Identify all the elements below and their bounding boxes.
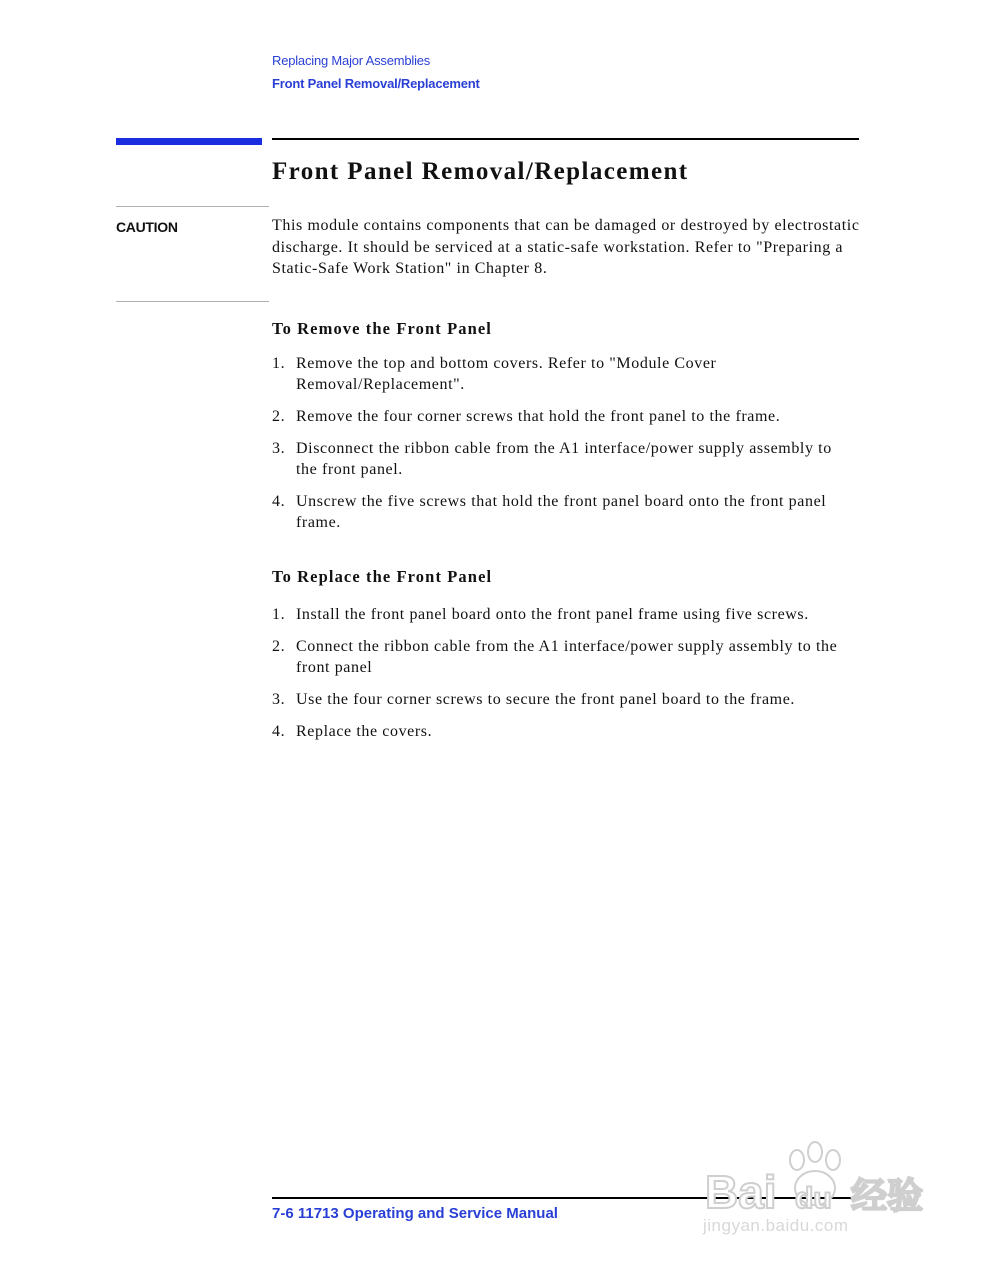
step-text: Replace the covers. [296,723,433,740]
step-number: 4. [272,493,286,510]
list-item [272,604,852,625]
title-rule [272,138,859,140]
step-text: Use the four corner screws to secure the front panel board to the frame. [296,691,796,708]
step-number: 1. [272,355,286,372]
step-text: Remove the four corner screws that hold the front panel to the frame. [296,408,781,425]
remove-steps-list [272,353,852,544]
running-head-subsection: Front Panel Removal/Replacement [272,76,480,91]
step-text: Connect the ribbon cable from the A1 interface/power supply assembly to the front panel [296,638,838,676]
list-item [272,721,852,742]
section-accent-bar [116,138,262,145]
list-item [272,636,852,678]
step-text: Disconnect the ribbon cable from the A1 interface/power supply assembly to the front panel. [296,440,832,478]
watermark-brand2: du [795,1182,832,1215]
remove-heading: To Remove the Front Panel [272,319,492,338]
replace-heading: To Replace the Front Panel [272,567,493,586]
step-number: 2. [272,408,286,425]
step-number: 3. [272,440,286,457]
step-text: Remove the top and bottom covers. Refer to "Module Cover Removal/Replacement". [296,355,717,393]
list-item [272,438,852,480]
list-item [272,406,852,427]
running-head-section: Replacing Major Assemblies [272,53,431,68]
page-footer: 7-6 11713 Operating and Service Manual [272,1205,558,1222]
watermark-brand: Bai [705,1166,777,1218]
list-item [272,689,852,710]
step-number: 2. [272,638,286,655]
caution-text: This module contains components that can be damaged or destroyed by electrostatic discharge. It should be serviced at a static-safe workstation. Refer to "Preparing a Static-Safe Work Station" in Chapter 8. [272,217,860,277]
step-number: 3. [272,691,286,708]
list-item [272,353,852,395]
list-item [272,491,852,533]
watermark-cn: 经验 [851,1176,924,1217]
caution-rule-bottom [116,301,269,302]
step-text: Unscrew the five screws that hold the front panel board onto the front panel frame. [296,493,827,531]
replace-steps-list [272,604,852,753]
caution-label: CAUTION [116,219,178,235]
page-title: Front Panel Removal/Replacement [272,158,689,185]
caution-rule-top [116,206,269,207]
step-number: 4. [272,723,286,740]
step-number: 1. [272,606,286,623]
step-text: Install the front panel board onto the front panel frame using five screws. [296,606,809,623]
watermark-url: jingyan.baidu.com [703,1216,849,1235]
